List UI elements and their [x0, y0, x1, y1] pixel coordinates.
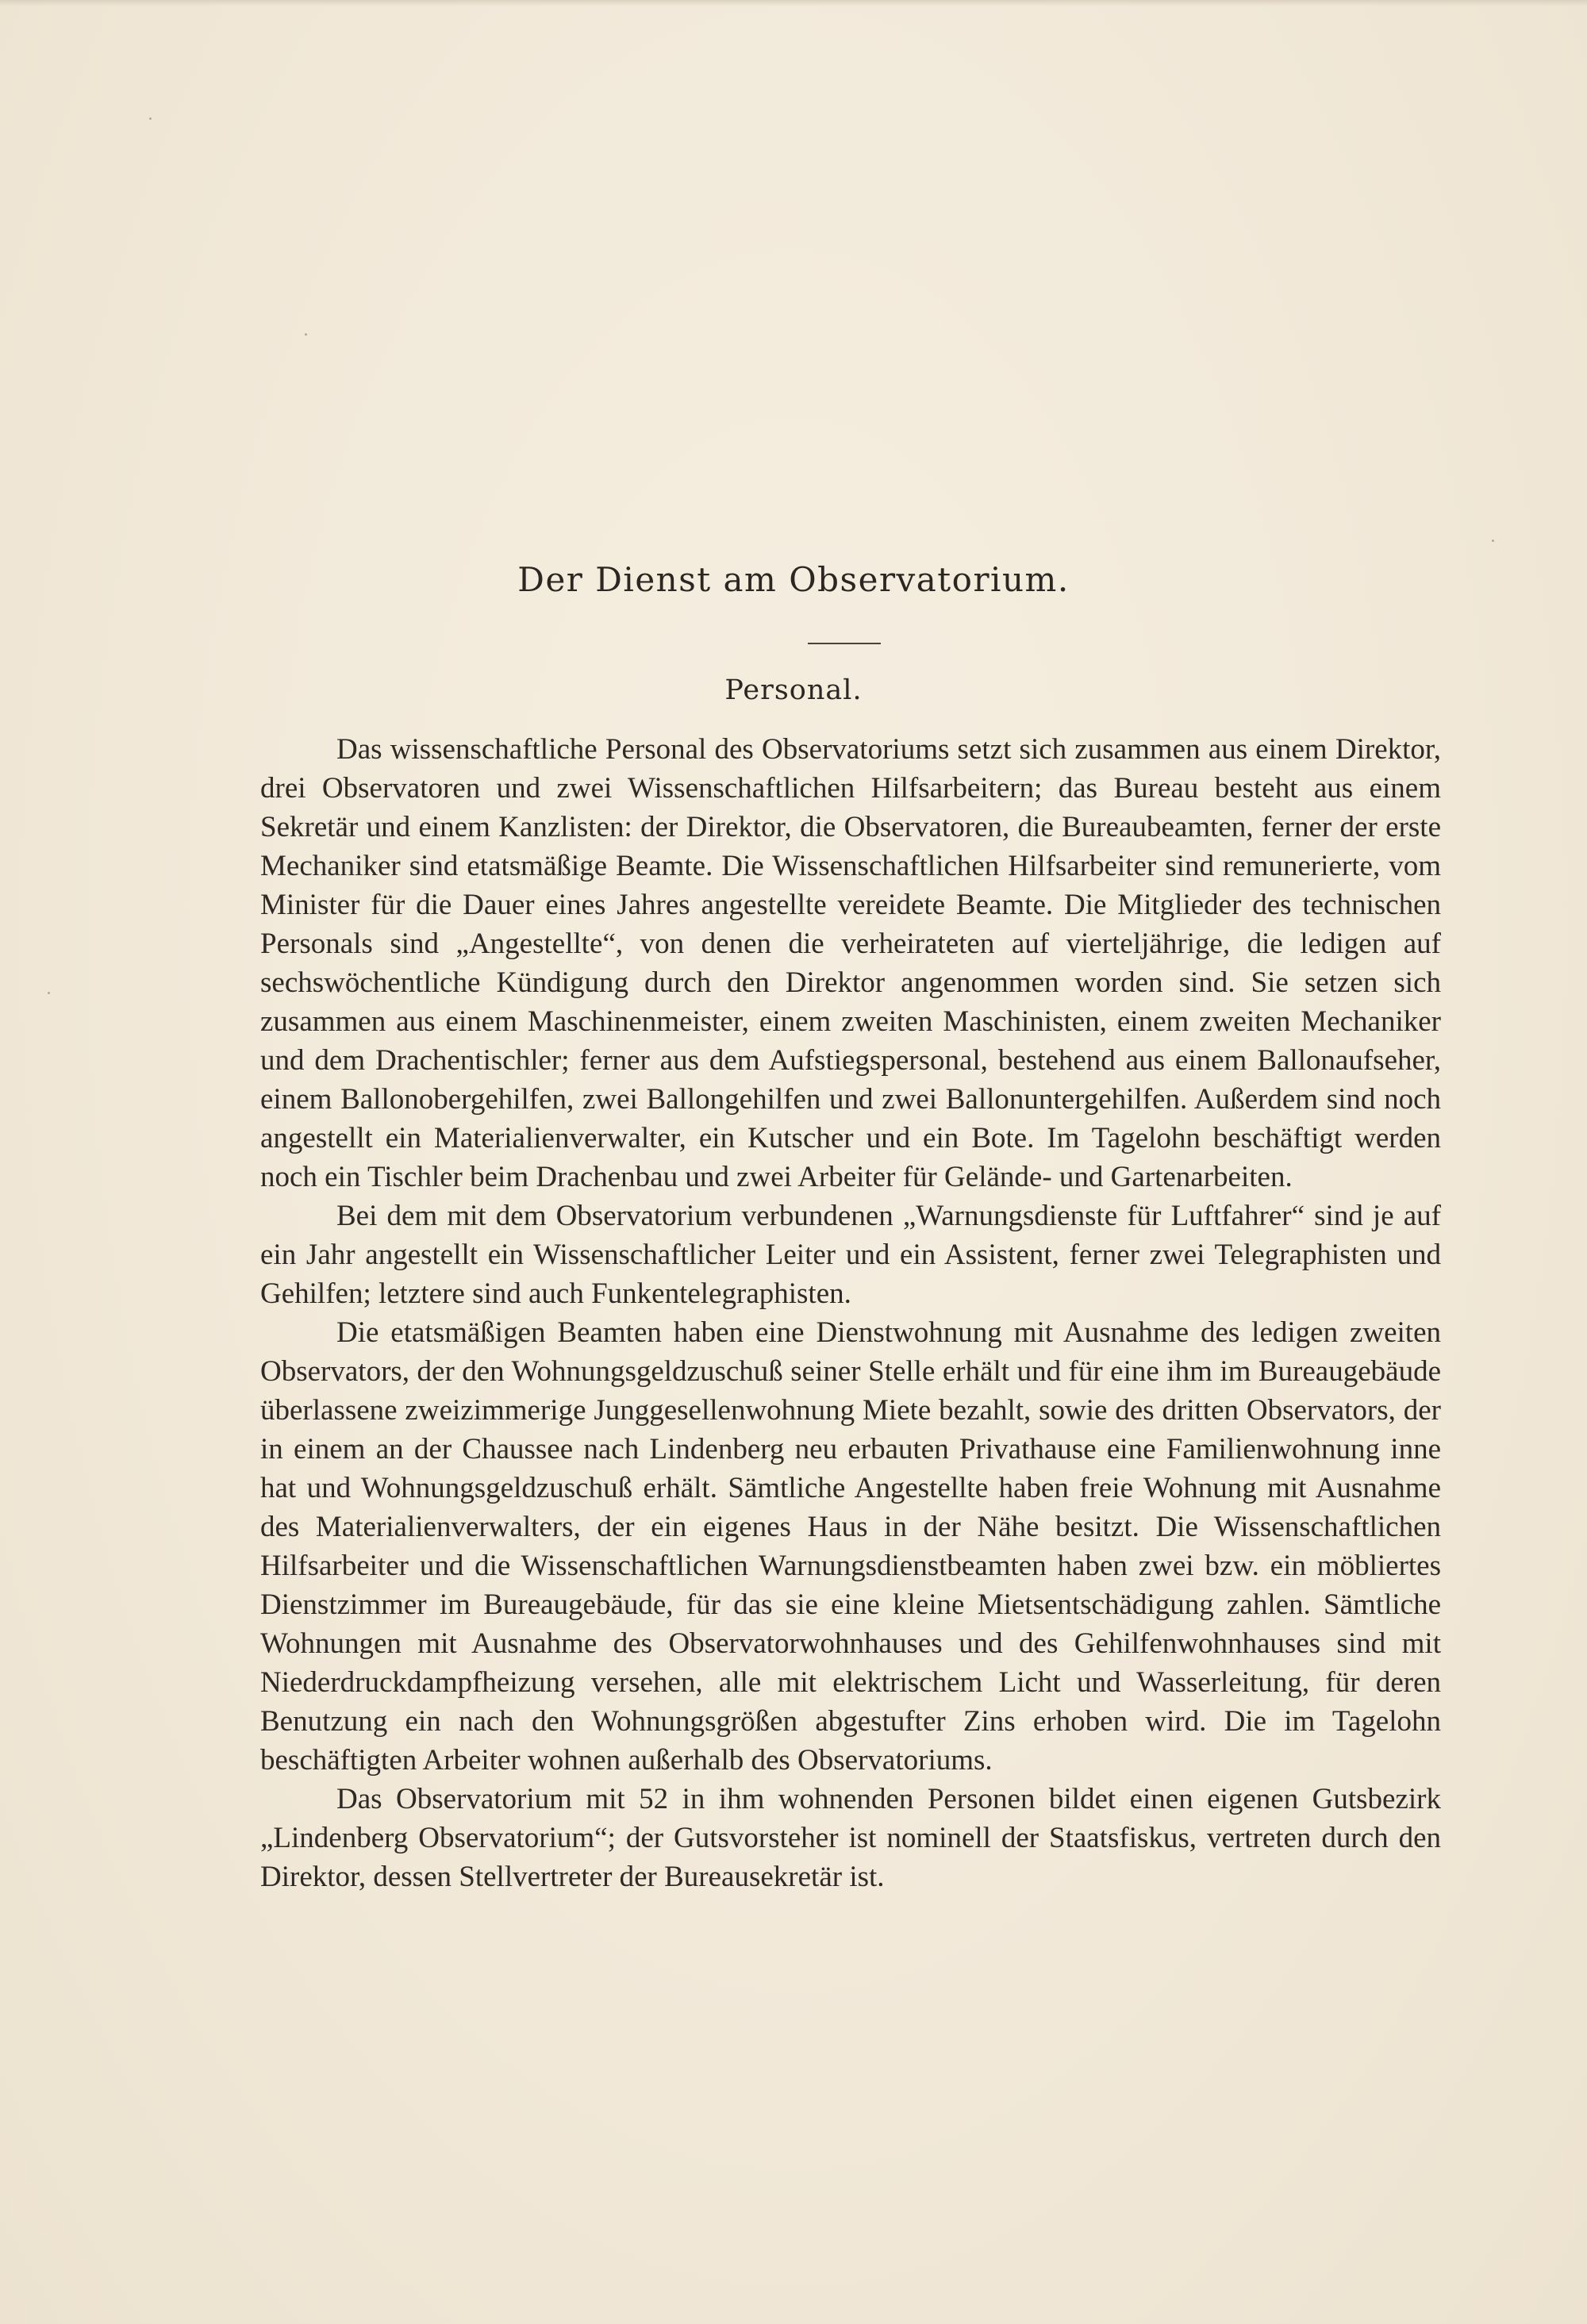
body-text: [260, 730, 1441, 1896]
paragraph-4: Das Observatorium mit 52 in ihm wohnenden Personen bildet einen eigenen Gutsbezirk „Lindenberg Observatorium“; der Gutsvorsteher ist nominell der Staatsfiskus, vertreten durch den Direktor, dessen Stellvertreter der Bureausekretär ist.: [260, 1783, 1441, 1893]
paper-speck: [1492, 540, 1494, 542]
page-title: Der Dienst am Observatorium.: [517, 560, 1070, 599]
paragraph-2: Bei dem mit dem Observatorium verbundenen „Warnungsdienste für Luftfahrer“ sind je auf ein Jahr angestellt ein Wissenschaftlicher Leiter und ein Assistent, ferner zwei Telegraphisten und Gehilfen; letztere sind auch Funkentelegraphisten.: [260, 1200, 1441, 1310]
paper-speck: [149, 117, 152, 120]
title-divider: [808, 643, 881, 644]
paragraph-1: Das wissenschaftliche Personal des Observatoriums setzt sich zusammen aus einem Direktor, drei Observatoren und zwei Wissenschaftlichen Hilfsarbeitern; das Bureau besteht aus einem Sekretär und einem Kanzlisten: der Direktor, die Observatoren, die Bureaubeamten, ferner der erste Mechaniker sind etatsmäßige Beamte. Die Wissenschaftlichen Hilfsarbeiter sind remunerierte, vom Minister für die Dauer eines Jahres angestellte vereidete Beamte. Die Mitglieder des technischen Personals sind „Angestellte“, von denen die verheirateten auf vierteljährige, die ledigen auf sechswöchentliche Kündigung durch den Direktor angenommen worden sind. Sie setzen sich zusammen aus einem Maschinenmeister, einem zweiten Maschinisten, einem zweiten Mechaniker und dem Drachentischler; ferner aus dem Aufstiegspersonal, bestehend aus einem Ballonaufseher, einem Ballonobergehilfen, zwei Ballongehilfen und zwei Ballonuntergehilfen. Außerdem sind noch angestellt ein Materialienverwalter, ein Kutscher und ein Bote. Im Tagelohn beschäftigt werden noch ein Tischler beim Drachenbau und zwei Arbeiter für Gelände- und Gartenarbeiten.: [260, 733, 1441, 1193]
paper-speck: [305, 333, 307, 336]
section-heading: Personal.: [724, 674, 863, 706]
paper-speck: [48, 992, 50, 994]
page-top-edge: [0, 0, 1587, 6]
paragraph-3: Die etatsmäßigen Beamten haben eine Dienstwohnung mit Ausnahme des ledigen zweiten Observators, der den Wohnungsgeldzuschuß seiner Stelle erhält und für eine ihm im Bureaugebäude überlassene zweizimmerige Junggesellenwohnung Miete bezahlt, sowie des dritten Observators, der in einem an der Chaussee nach Lindenberg neu erbauten Privathause eine Familienwohnung inne hat und Wohnungsgeldzuschuß erhält. Sämtliche Angestellte haben freie Wohnung mit Ausnahme des Materialienverwalters, der ein eigenes Haus in der Nähe besitzt. Die Wissenschaftlichen Hilfsarbeiter und die Wissenschaftlichen Warnungsdienstbeamten haben zwei bzw. ein möbliertes Dienstzimmer im Bureaugebäude, für das sie eine kleine Mietsentschädigung zahlen. Sämtliche Wohnungen mit Ausnahme des Observatorwohnhauses und des Gehilfenwohnhauses sind mit Niederdruckdampfheizung versehen, alle mit elektrischem Licht und Wasserleitung, für deren Benutzung ein nach den Wohnungsgrößen abgestufter Zins erhoben wird. Die im Tagelohn beschäftigten Arbeiter wohnen außerhalb des Observatoriums.: [260, 1316, 1441, 1777]
